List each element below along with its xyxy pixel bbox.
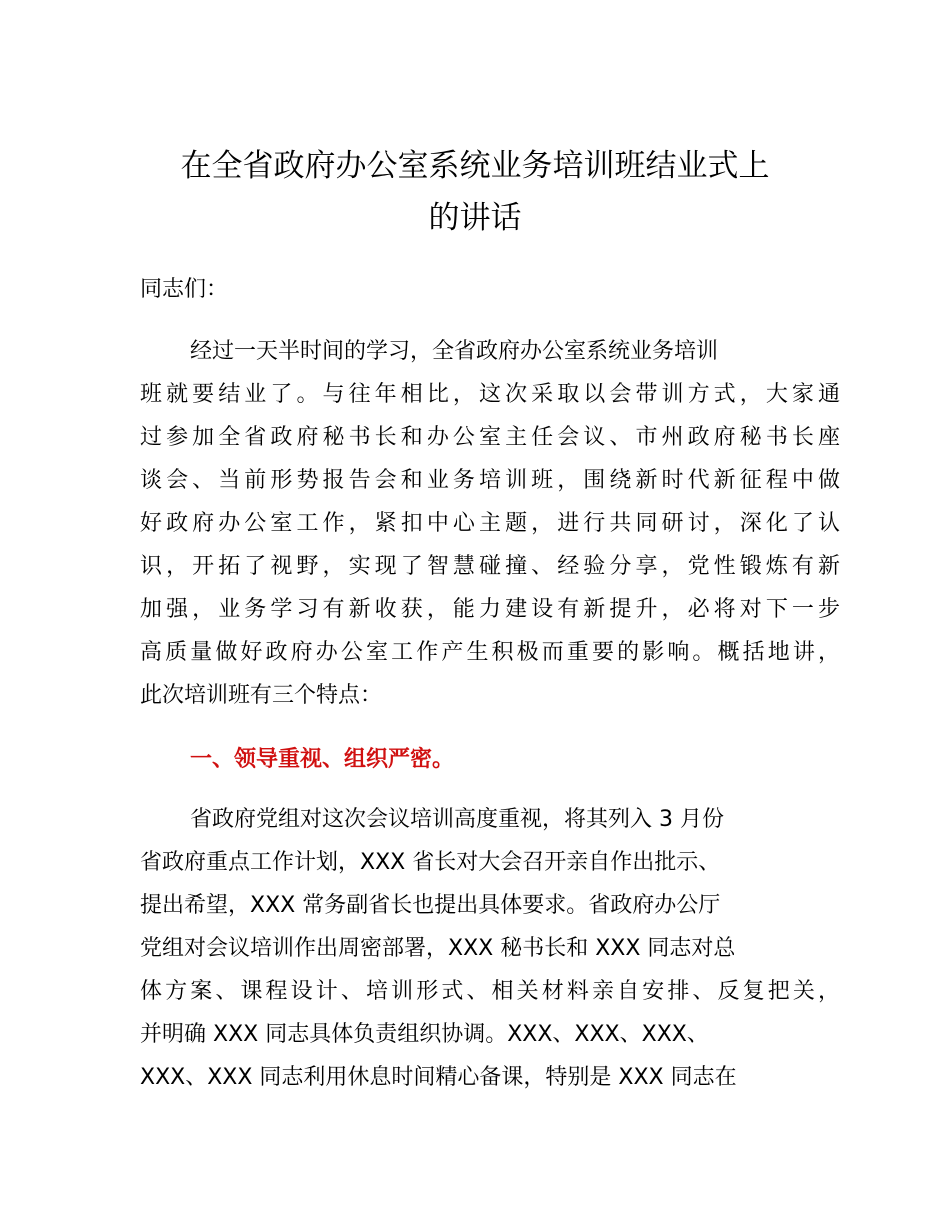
paragraph-line: 好政府办公室工作，紧扣中心主题，进行共同研讨，深化了认: [140, 511, 840, 536]
paragraph-line: 此次培训班有三个特点：: [140, 683, 383, 708]
document-title: [120, 140, 830, 244]
paragraph-1: [140, 330, 840, 717]
paragraph-line: 省政府党组对这次会议培训高度重视，将其列入 3 月份: [190, 807, 724, 832]
paragraph-line: 省政府重点工作计划，XXX 省长对大会召开亲自作出批示、: [140, 850, 721, 875]
paragraph-line: 提出希望，XXX 常务副省长也提出具体要求。省政府办公厅: [140, 893, 721, 918]
title-line-1: 在全省政府办公室系统业务培训班结业式上: [180, 148, 770, 184]
paragraph-line: 并明确 XXX 同志具体负责组织协调。XXX、XXX、XXX、: [140, 1022, 709, 1047]
paragraph-line: 加强，业务学习有新收获，能力建设有新提升，必将对下一步: [140, 597, 840, 622]
paragraph-line: 经过一天半时间的学习，全省政府办公室系统业务培训: [190, 339, 719, 364]
paragraph-line: 谈会、当前形势报告会和业务培训班，围绕新时代新征程中做: [140, 468, 840, 493]
paragraph-2: [140, 798, 840, 1099]
paragraph-line: XXX、XXX 同志利用休息时间精心备课，特别是 XXX 同志在: [140, 1065, 737, 1090]
paragraph-line: 班就要结业了。与往年相比，这次采取以会带训方式，大家通: [140, 382, 840, 407]
paragraph-line: 体方案、课程设计、培训形式、相关材料亲自安排、反复把关，: [140, 979, 840, 1004]
paragraph-line: 识，开拓了视野，实现了智慧碰撞、经验分享，党性锻炼有新: [140, 554, 840, 579]
paragraph-line: 高质量做好政府办公室工作产生积极而重要的影响。概括地讲，: [140, 640, 840, 665]
salutation: 同志们：: [140, 277, 229, 302]
paragraph-line: 过参加全省政府秘书长和办公室主任会议、市州政府秘书长座: [140, 425, 840, 450]
paragraph-line: 党组对会议培训作出周密部署，XXX 秘书长和 XXX 同志对总: [140, 936, 736, 961]
title-line-2: 的讲话: [428, 200, 522, 236]
section-heading-1: 一、领导重视、组织严密。: [190, 747, 455, 772]
